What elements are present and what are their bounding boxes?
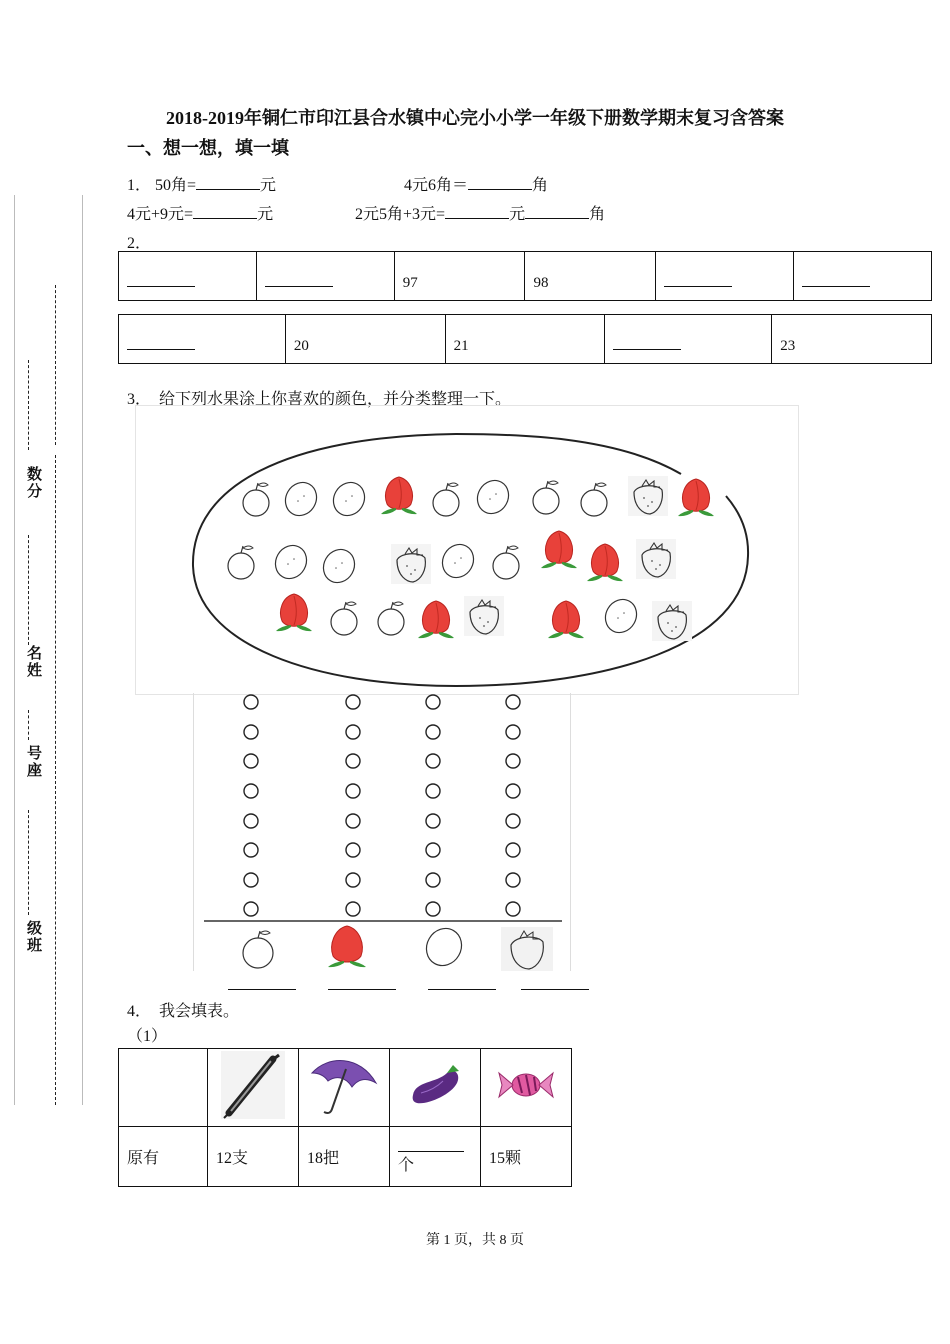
row-label: 原有 [119, 1127, 208, 1187]
umbrella-icon [308, 1053, 380, 1117]
tally-grid [194, 693, 570, 971]
side-label-name: 名姓 [25, 645, 43, 679]
number-cell[interactable] [656, 252, 794, 301]
question-4: 4． 我会填表。 [127, 1003, 240, 1020]
answer-blank[interactable] [398, 1127, 464, 1152]
candy-cell [481, 1049, 572, 1127]
answer-blank[interactable] [468, 175, 532, 190]
page-footer: 第 1 页，共 8 页 [426, 1233, 524, 1248]
fill-in-table [118, 1048, 572, 1187]
number-cell: 98 [525, 252, 656, 301]
question-3: 3． 给下列水果涂上你喜欢的颜色，并分类整理一下。 [127, 391, 512, 408]
number-cell[interactable] [119, 315, 286, 364]
answer-blank[interactable] [445, 204, 509, 219]
question-1a: 1． 50角= 元 [127, 177, 277, 194]
pen-cell [208, 1049, 299, 1127]
binding-dash [28, 710, 35, 740]
count-blank-peach[interactable] [328, 989, 396, 990]
umbrella-count: 18把 [299, 1127, 390, 1187]
number-cell[interactable] [605, 315, 772, 364]
tally-chart [193, 693, 571, 971]
binding-dash [28, 810, 35, 915]
question-2-number: 2． [127, 235, 152, 252]
umbrella-cell [299, 1049, 390, 1127]
answer-blank[interactable] [196, 175, 260, 190]
number-cell[interactable] [256, 252, 394, 301]
question-1c: 4元+9元= 元 [127, 206, 274, 223]
count-blank-apple[interactable] [228, 989, 296, 990]
binding-dash [55, 285, 62, 445]
header-empty-cell [119, 1049, 208, 1127]
binding-dash [55, 455, 62, 1105]
page-title: 2018-2019年铜仁市印江县合水镇中心完小小学一年级下册数学期末复习含答案 [166, 108, 784, 128]
candy-count: 15颗 [481, 1127, 572, 1187]
eggplant-count[interactable] [390, 1127, 481, 1187]
binding-line-right [82, 195, 83, 1105]
count-blank-lemon[interactable] [428, 989, 496, 990]
binding-line-left [14, 195, 15, 1105]
candy-icon [496, 1067, 556, 1103]
side-label-score: 数分 [25, 466, 43, 500]
side-label-class: 级班 [25, 920, 43, 954]
count-blank-strawberry[interactable] [521, 989, 589, 990]
number-cell[interactable] [794, 252, 932, 301]
answer-blank[interactable] [193, 204, 257, 219]
eggplant-icon [407, 1061, 463, 1109]
fruit-ellipse-illustration [136, 406, 798, 694]
number-sequence-table-2 [118, 314, 932, 364]
number-cell[interactable] [119, 252, 257, 301]
eggplant-unit: 个 [398, 1157, 415, 1174]
eggplant-cell [390, 1049, 481, 1127]
number-cell: 23 [772, 315, 932, 364]
fruit-picture [135, 405, 799, 695]
binding-dash [28, 535, 35, 645]
number-cell: 21 [445, 315, 605, 364]
number-cell: 97 [394, 252, 525, 301]
binding-dash [28, 360, 35, 450]
question-1b: 4元6角＝ 角 [404, 177, 549, 194]
question-1d: 2元5角+3元= 元 角 [355, 206, 606, 223]
side-label-seat: 号座 [25, 745, 43, 779]
answer-blank[interactable] [525, 204, 589, 219]
question-4-sub: （1） [127, 1028, 168, 1045]
pen-icon [221, 1051, 285, 1119]
number-sequence-table-1 [118, 251, 932, 301]
pen-count: 12支 [208, 1127, 299, 1187]
section-heading: 一、想一想，填一填 [127, 138, 289, 158]
number-cell: 20 [285, 315, 445, 364]
